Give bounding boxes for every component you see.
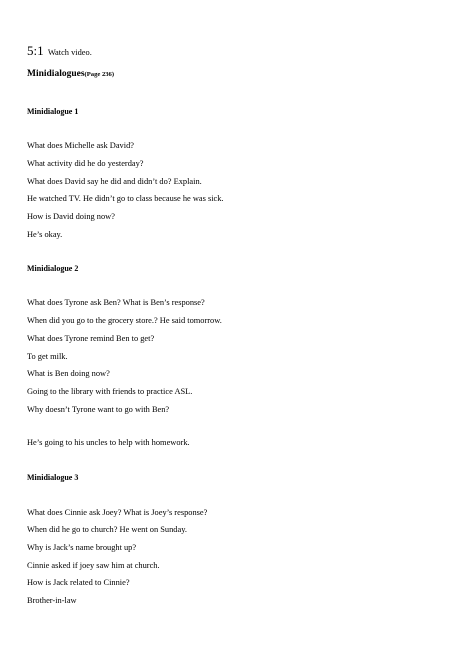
dialogue-line: What is Ben doing now? xyxy=(27,369,110,378)
title-page-ref: (Page 236) xyxy=(84,71,115,78)
dialogue-line: He watched TV. He didn’t go to class because he was sick. xyxy=(27,194,224,203)
dialogue-line: When did you go to the grocery store.? He said tomorrow. xyxy=(27,316,222,325)
dialogue-line: How is Jack related to Cinnie? xyxy=(27,578,130,587)
dialogue-line: Cinnie asked if joey saw him at church. xyxy=(27,561,160,570)
dialogue-line: What does David say he did and didn’t do? Explain. xyxy=(27,177,202,186)
dialogue-line: What does Michelle ask David? xyxy=(27,141,134,150)
page-header xyxy=(27,44,92,60)
header-instruction: Watch video. xyxy=(47,48,92,57)
dialogue-line: What does Cinnie ask Joey? What is Joey’s response? xyxy=(27,508,208,517)
section-number: 5:1 xyxy=(27,43,44,58)
dialogue-line: To get milk. xyxy=(27,352,68,361)
dialogue-line: What does Tyrone ask Ben? What is Ben’s response? xyxy=(27,298,205,307)
dialogue-line: He’s going to his uncles to help with homework. xyxy=(27,438,190,447)
document-title xyxy=(27,68,114,81)
title-main: Minidialogues xyxy=(27,69,85,79)
dialogue-line: Why doesn’t Tyrone want to go with Ben? xyxy=(27,405,170,414)
dialogue-line: Why is Jack’s name brought up? xyxy=(27,543,137,552)
dialogue-line: Brother-in-law xyxy=(27,596,77,605)
dialogue-line: When did he go to church? He went on Sunday. xyxy=(27,525,187,534)
dialogue-line: What does Tyrone remind Ben to get? xyxy=(27,334,155,343)
dialogue-line: What activity did he do yesterday? xyxy=(27,159,144,168)
minidialogue-heading: Minidialogue 1 xyxy=(27,107,79,116)
minidialogue-heading: Minidialogue 3 xyxy=(27,473,79,482)
dialogue-line: How is David doing now? xyxy=(27,212,115,221)
dialogue-line: Going to the library with friends to practice ASL. xyxy=(27,387,193,396)
minidialogue-heading: Minidialogue 2 xyxy=(27,264,79,273)
dialogue-line: He’s okay. xyxy=(27,230,63,239)
